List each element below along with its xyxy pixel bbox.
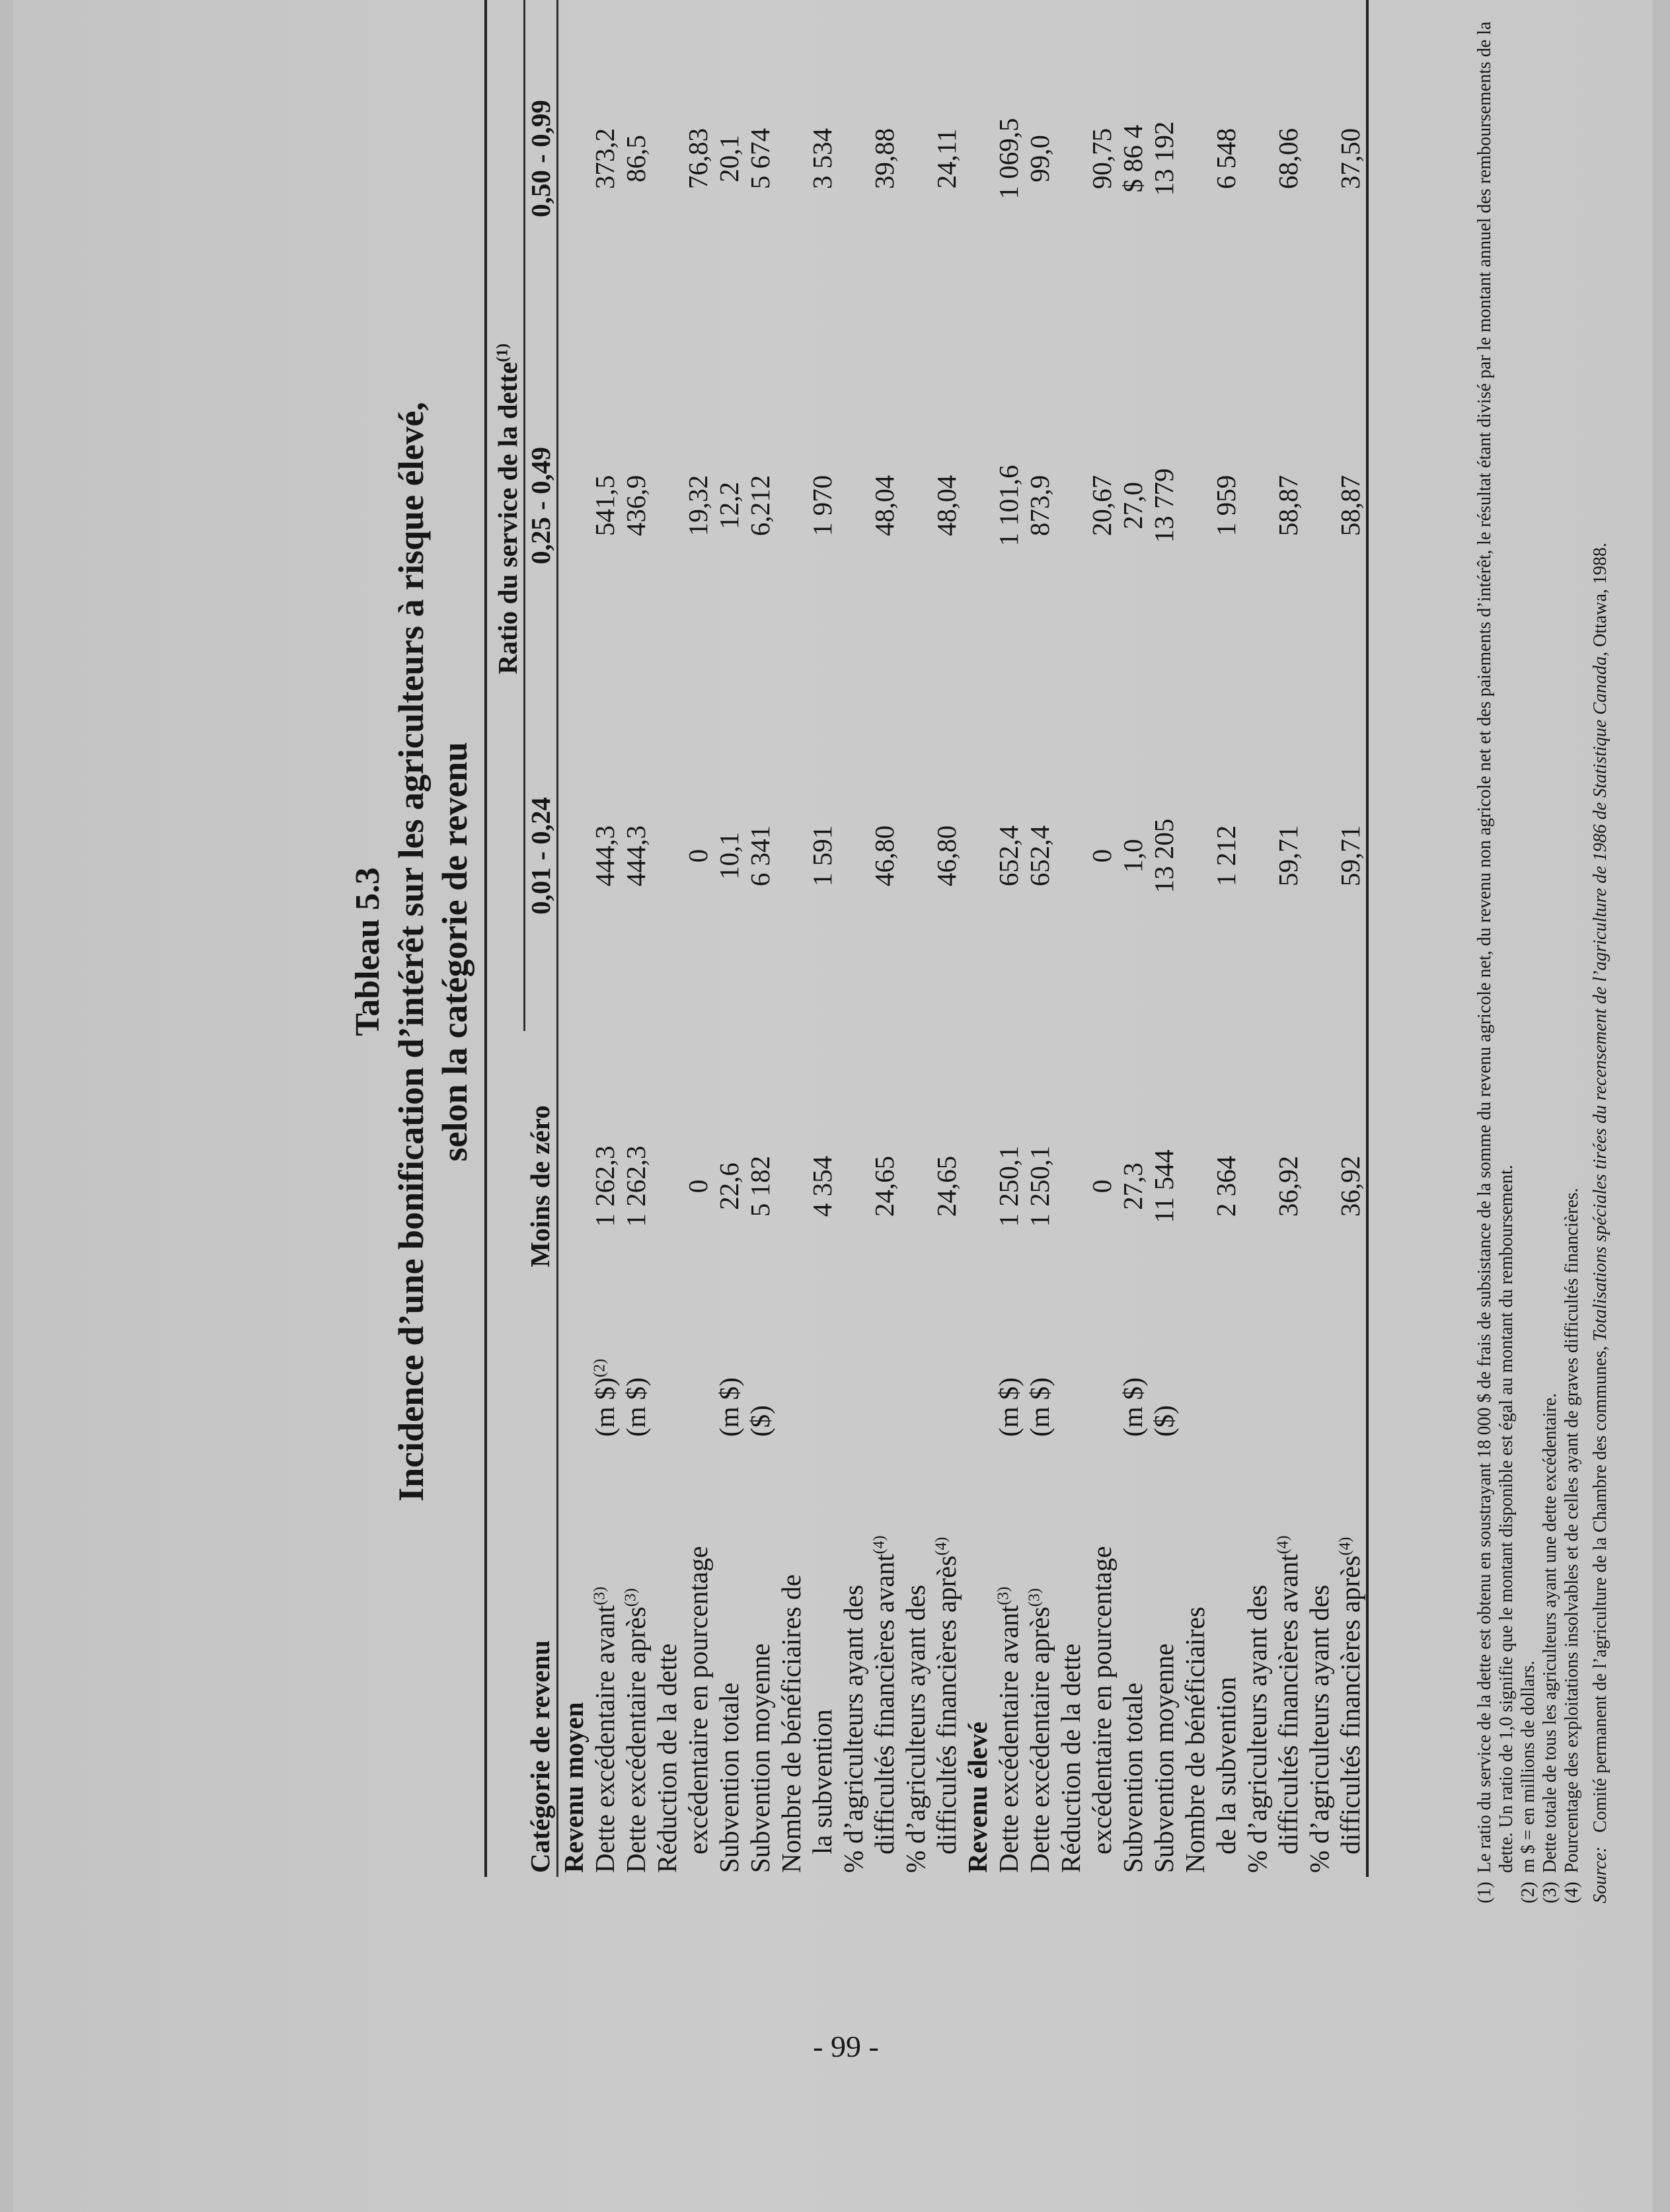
footnote-text: Dette totale de tous les agriculteurs ayant une dette excédentaire.: [1540, 1392, 1560, 1873]
table-cell: 13 205: [1149, 818, 1179, 894]
table-cell: 444,3: [621, 825, 651, 887]
table-cell: 68,06: [1273, 128, 1303, 190]
row-label: excédentaire en pourcentage: [1086, 1546, 1117, 1854]
table-row-label-line: [1242, 0, 1273, 1877]
row-unit: (m $): [621, 1377, 651, 1437]
row-label: Réduction de la dette: [1055, 1643, 1086, 1873]
table-cell: 444,3: [589, 825, 620, 887]
row-unit: [931, 1342, 962, 1441]
table-cell: 24,65: [869, 1155, 899, 1217]
footnote-text: m $ = en millions de dollars.: [1518, 1660, 1538, 1873]
table-body: [558, 0, 1368, 1877]
footnote-text: Le ratio du service de la dette est obtenu en soustrayant 18 000 $ de frais de subsistance de la somme du revenu agricole net, du revenu non agricole net et des paiements d’intérêt, le résultat étant divisé par le montant annuel des remboursements de la dette. Un ratio de 1,0 signifie que le montant disponible est égal au montant du remboursement.: [1474, 21, 1517, 1873]
row-label: % d’agriculteurs ayant des: [1242, 1584, 1272, 1873]
group-header-row: [492, 0, 525, 1877]
table-cell: 86,5: [621, 135, 651, 182]
col-header-4: 0,50 - 0,99: [525, 0, 558, 330]
table-cell: 0: [1086, 1179, 1117, 1194]
table-cell: 0: [683, 849, 713, 863]
table-cell: 12,2: [714, 482, 744, 529]
table-cell: 1 212: [1211, 825, 1241, 887]
table-cell: 1 101,6: [993, 465, 1024, 547]
table-cell: 1 591: [807, 825, 837, 887]
row-label: Dette excédentaire après$^{(3)}$: [621, 1588, 651, 1873]
row-label: de la subvention: [1211, 1677, 1241, 1854]
table-cell: 27,3: [1118, 1163, 1148, 1210]
table-cell: 13 192: [1149, 121, 1179, 196]
table-cell: 46,80: [869, 825, 899, 887]
table-title-line1: Incidence d’une bonification d’intérêt sur les agriculteurs à risque élevé,: [391, 402, 431, 1502]
row-label: % d’agriculteurs ayant des: [838, 1584, 868, 1873]
table-cell: 0: [683, 1179, 713, 1194]
footnote-text: Pourcentage des exploitations insolvables et de celles ayant de graves difficultés financières.: [1562, 1188, 1582, 1873]
footnote-key: (1): [1474, 1882, 1495, 1903]
table-row: [1211, 0, 1242, 1877]
table-cell: 20,1: [714, 135, 744, 182]
row-unit: [683, 1342, 714, 1441]
row-unit: (m $): [1024, 1377, 1055, 1437]
row-label: Dette excédentaire avant$^{(3)}$: [589, 1586, 620, 1873]
row-unit: [869, 1342, 900, 1441]
table-number: Tableau 5.3: [349, 867, 387, 1036]
table-cell: 2 364: [1211, 1155, 1241, 1217]
table-cell: 11 544: [1149, 1149, 1179, 1223]
table-cell: 10,1: [714, 832, 744, 880]
table-row: [1149, 0, 1180, 1877]
table-cell: 1 959: [1211, 475, 1241, 537]
table-cell: 76,83: [683, 128, 713, 190]
row-label: excédentaire en pourcentage: [683, 1546, 713, 1854]
row-label: difficultés financières après$^{(4)}$: [931, 1537, 962, 1854]
table-row: [1086, 0, 1118, 1877]
table-cell: 436,9: [621, 475, 651, 537]
table-cell: 90,75: [1086, 128, 1117, 190]
row-label: difficultés financières après$^{(4)}$: [1335, 1441, 1367, 1877]
table-cell: 873,9: [1024, 475, 1055, 537]
table-row-label-line: [776, 0, 807, 1877]
table-row: [807, 0, 838, 1877]
row-label: Nombre de bénéficiaires: [1180, 1607, 1210, 1873]
table-cell: 20,67: [1086, 475, 1117, 537]
row-label: Dette excédentaire après$^{(3)}$: [1024, 1588, 1055, 1873]
table-cell: 1 250,1: [1024, 1145, 1055, 1227]
table-row-label-line: [652, 0, 683, 1877]
row-label: Subvention totale: [1118, 1682, 1148, 1873]
table-row: [1024, 0, 1055, 1877]
row-unit: [1211, 1342, 1242, 1441]
table-row: [621, 0, 652, 1877]
section-title: Revenu élevé: [962, 1722, 993, 1873]
footnote: [1474, 0, 1517, 1903]
table-row: [869, 0, 900, 1877]
footnote: [1561, 0, 1583, 1903]
footnote-key: (3): [1540, 1882, 1560, 1903]
footnote-key: (4): [1562, 1882, 1582, 1903]
page-number: - 99 -: [813, 2030, 879, 2063]
table-cell: 58,87: [1335, 330, 1367, 681]
row-unit: [1335, 1342, 1367, 1441]
row-unit: (m $): [993, 1377, 1024, 1437]
row-label: difficultés financières avant$^{(4)}$: [1273, 1535, 1303, 1854]
row-label: Réduction de la dette: [652, 1643, 682, 1873]
table-cell: 3 534: [807, 128, 837, 190]
footnote: [1517, 0, 1539, 1903]
row-unit: ($): [1149, 1405, 1179, 1437]
table-cell: 1 250,1: [993, 1145, 1024, 1227]
table-cell: 6 341: [745, 825, 775, 887]
data-table: [484, 0, 1369, 1877]
table-row: [745, 0, 776, 1877]
table-cell: 99,0: [1024, 135, 1055, 182]
table-cell: 27,0: [1118, 482, 1148, 529]
row-label: la subvention: [807, 1709, 837, 1854]
page: [13, 0, 1652, 2212]
table-row-label-line: [1304, 0, 1335, 1877]
table-cell: 46,80: [931, 825, 962, 887]
row-label: Subvention moyenne: [1149, 1643, 1179, 1873]
table-cell: 5 674: [745, 128, 775, 190]
row-unit: (m $): [714, 1377, 744, 1437]
ratio-group-header: Ratio du service de la dette$^{(1)}$: [492, 0, 525, 1031]
row-label: difficultés financières avant$^{(4)}$: [869, 1535, 899, 1854]
section-header-row: [558, 0, 590, 1877]
section-header-row: [962, 0, 993, 1877]
row-label: Dette excédentaire avant$^{(3)}$: [993, 1586, 1024, 1873]
row-unit: (m $)$^{(2)}$: [589, 1359, 620, 1437]
table-cell: 5 182: [745, 1155, 775, 1217]
col-header-2: 0,01 - 0,24: [525, 681, 558, 1031]
table-row-label-line: [1055, 0, 1086, 1877]
row-unit: [1086, 1342, 1118, 1441]
table-row-label-line: [838, 0, 869, 1877]
table-cell: 37,50: [1335, 0, 1367, 330]
row-unit: (m $): [1118, 1377, 1148, 1437]
table-cell: 36,92: [1273, 1155, 1303, 1217]
table-cell: 22,6: [714, 1163, 744, 1210]
footnotes: [1474, 0, 1611, 1903]
footnote-key: (2): [1518, 1882, 1538, 1903]
rotated-table-block: [347, 0, 1611, 1917]
table-row: [1335, 0, 1367, 1877]
table-title-block: [347, 0, 476, 1917]
table-cell: 48,04: [931, 475, 962, 537]
table-cell: 1,0: [1118, 839, 1148, 873]
table-cell: 652,4: [993, 825, 1024, 887]
table-row: [714, 0, 745, 1877]
table-cell: 541,5: [589, 475, 620, 537]
table-cell: 1 262,3: [621, 1145, 651, 1227]
table-row: [1273, 0, 1304, 1877]
section-title: Revenu moyen: [558, 1702, 589, 1873]
table-cell: 59,71: [1273, 825, 1303, 887]
table-cell: 4 354: [807, 1155, 837, 1217]
source-note: Source: Comité permanent de l’agriculture de la Chambre des communes, Totalisations spéciales tirées du recensement de l’agriculture de 1986 de Statistique Canada, Ottawa, 1988.: [1590, 543, 1611, 1903]
col-header-1: Moins de zéro: [525, 1031, 558, 1342]
row-label: % d’agriculteurs ayant des: [900, 1584, 930, 1873]
table-cell: 36,92: [1335, 1031, 1367, 1342]
row-unit: ($): [745, 1405, 775, 1437]
table-cell: 6,212: [745, 475, 775, 537]
table-cell: 373,2: [589, 128, 620, 190]
table-cell: 58,87: [1273, 475, 1303, 537]
row-label: Subvention moyenne: [745, 1643, 775, 1873]
table-cell: 13 779: [1149, 468, 1179, 543]
col-header-category: Catégorie de revenu: [525, 1441, 558, 1877]
col-header-3: 0,25 - 0,49: [525, 330, 558, 681]
row-label: Subvention totale: [714, 1682, 744, 1873]
table-cell: $ 86 4: [1118, 124, 1148, 193]
footnote: [1539, 0, 1561, 1903]
table-cell: 24,11: [931, 128, 962, 189]
table-cell: 652,4: [1024, 825, 1055, 887]
table-cell: 48,04: [869, 475, 899, 537]
table-title-line2: selon la catégorie de revenu: [435, 742, 474, 1162]
table-cell: 6 548: [1211, 128, 1241, 190]
column-header-row: [525, 0, 558, 1877]
table-cell: 24,65: [931, 1155, 962, 1217]
table-row: [589, 0, 621, 1877]
table-cell: 39,88: [869, 128, 899, 190]
table-cell: 19,32: [683, 475, 713, 537]
table-row: [993, 0, 1024, 1877]
row-label: Nombre de bénéficiaires de: [776, 1574, 806, 1873]
table-row: [683, 0, 714, 1877]
table-cell: 1 069,5: [993, 118, 1024, 200]
table-cell: 0: [1086, 849, 1117, 863]
table-cell: 59,71: [1335, 681, 1367, 1031]
table-row: [931, 0, 962, 1877]
table-row-label-line: [900, 0, 931, 1877]
row-label: % d’agriculteurs ayant des: [1304, 1584, 1334, 1873]
table-cell: 1 262,3: [589, 1145, 620, 1227]
table-cell: 1 970: [807, 475, 837, 537]
table-row: [1118, 0, 1149, 1877]
row-unit: [1273, 1342, 1304, 1441]
table-row-label-line: [1180, 0, 1211, 1877]
row-unit: [807, 1342, 838, 1441]
